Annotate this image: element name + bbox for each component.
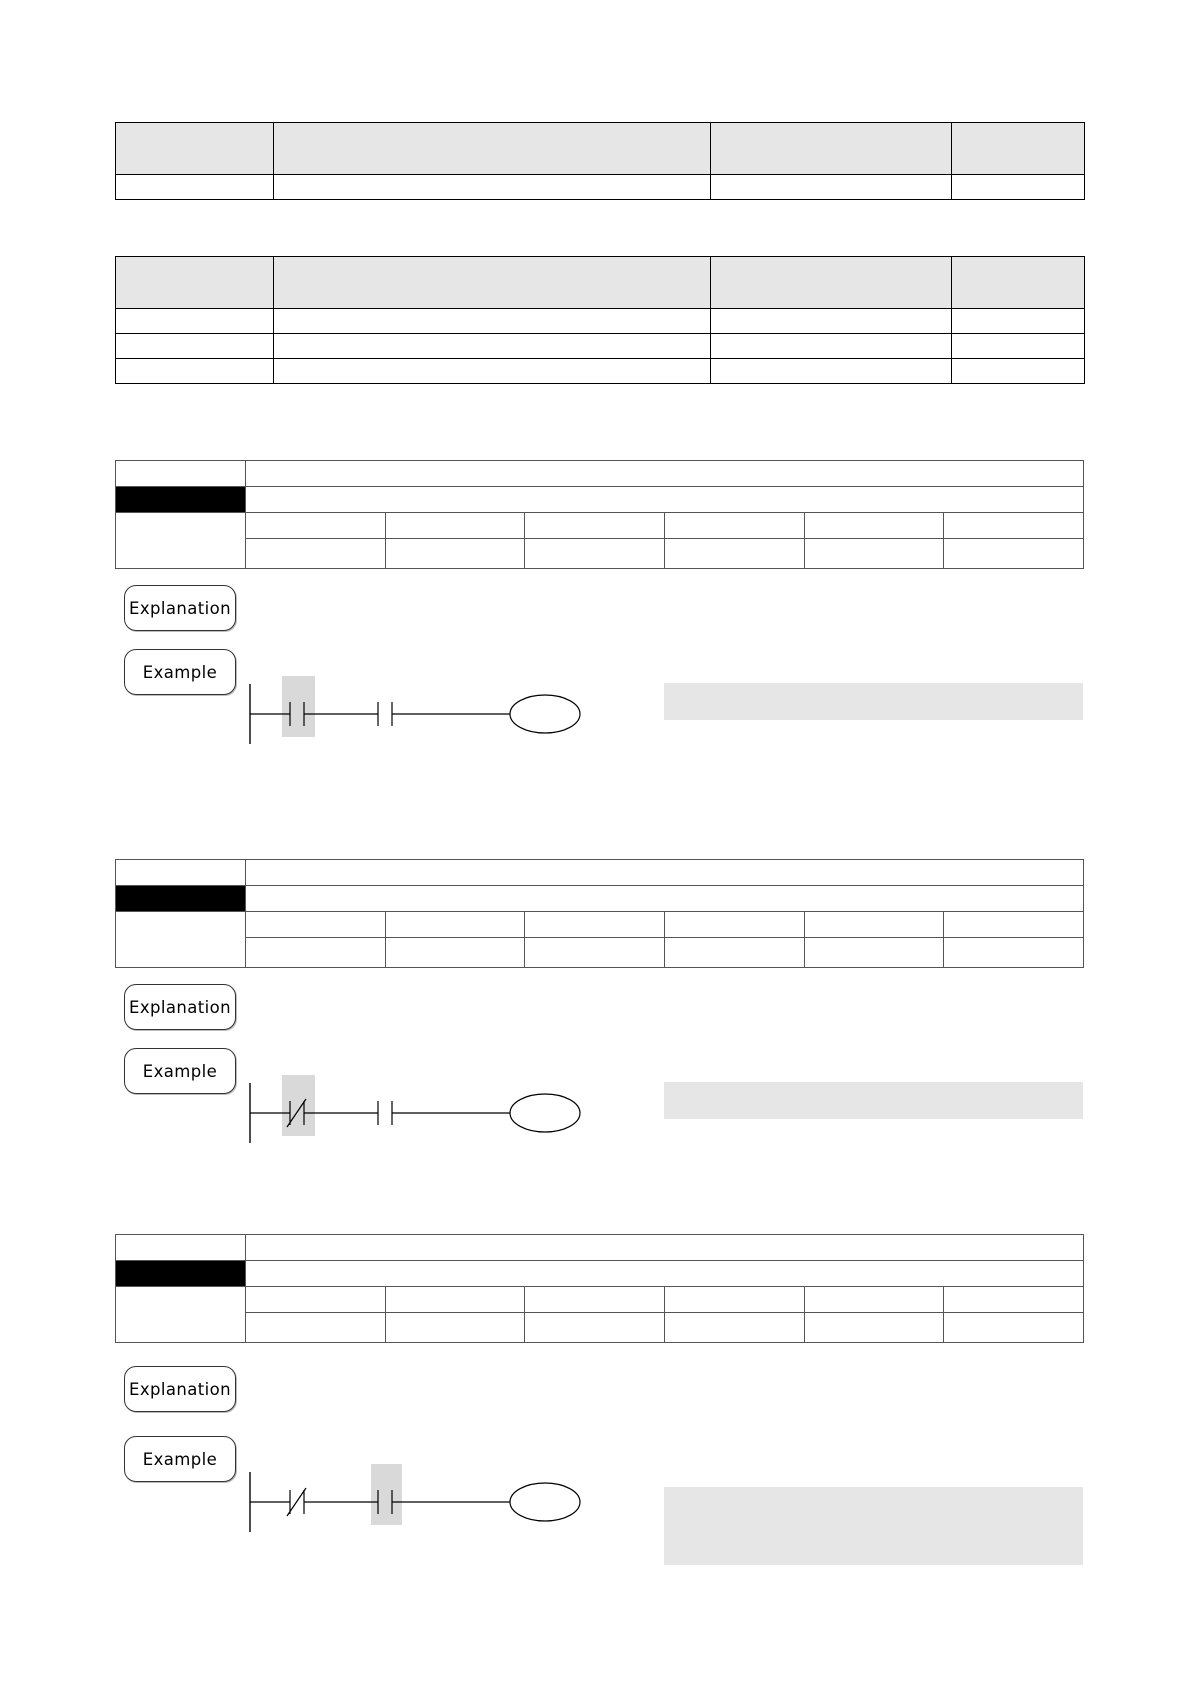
table-row bbox=[116, 309, 1085, 334]
output-coil bbox=[510, 1094, 580, 1132]
example-button[interactable]: Example bbox=[124, 1048, 236, 1094]
explanation-button[interactable]: Explanation bbox=[124, 1366, 236, 1412]
black-label-cell bbox=[116, 487, 246, 513]
table-header-row bbox=[116, 257, 1085, 309]
instruction-code-box-3 bbox=[664, 1487, 1083, 1565]
highlighted-contact-bg bbox=[282, 676, 315, 737]
black-label-cell bbox=[116, 1261, 246, 1287]
table-row bbox=[116, 175, 1085, 200]
spec-row-values bbox=[116, 1313, 1084, 1343]
instruction-spec-table-2 bbox=[115, 859, 1084, 968]
black-label-cell bbox=[116, 886, 246, 912]
table-row bbox=[116, 359, 1085, 384]
explanation-button[interactable]: Explanation bbox=[124, 585, 236, 631]
spec-row-values bbox=[116, 539, 1084, 569]
ladder-diagram-2 bbox=[240, 1075, 590, 1147]
highlighted-contact-bg bbox=[371, 1464, 402, 1525]
ladder-diagram-3 bbox=[240, 1464, 590, 1536]
table-header-row bbox=[116, 123, 1085, 175]
output-coil bbox=[510, 695, 580, 733]
spec-row-operands bbox=[116, 1287, 1084, 1313]
instruction-code-box-2 bbox=[664, 1082, 1083, 1119]
spec-row-operands bbox=[116, 912, 1084, 938]
summary-table-2 bbox=[115, 256, 1085, 384]
example-button[interactable]: Example bbox=[124, 1436, 236, 1482]
explanation-button[interactable]: Explanation bbox=[124, 984, 236, 1030]
summary-table-1 bbox=[115, 122, 1085, 200]
ladder-diagram-1 bbox=[240, 676, 590, 748]
spec-row-values bbox=[116, 938, 1084, 968]
spec-row-function bbox=[116, 487, 1084, 513]
instruction-spec-table-3 bbox=[115, 1234, 1084, 1343]
spec-row-function bbox=[116, 1261, 1084, 1287]
example-button[interactable]: Example bbox=[124, 649, 236, 695]
instruction-code-box-1 bbox=[664, 683, 1083, 720]
instruction-spec-table-1 bbox=[115, 460, 1084, 569]
spec-row-mnemonic bbox=[116, 1235, 1084, 1261]
spec-row-operands bbox=[116, 513, 1084, 539]
spec-row-mnemonic bbox=[116, 461, 1084, 487]
spec-row-mnemonic bbox=[116, 860, 1084, 886]
output-coil bbox=[510, 1483, 580, 1521]
table-row bbox=[116, 334, 1085, 359]
spec-row-function bbox=[116, 886, 1084, 912]
